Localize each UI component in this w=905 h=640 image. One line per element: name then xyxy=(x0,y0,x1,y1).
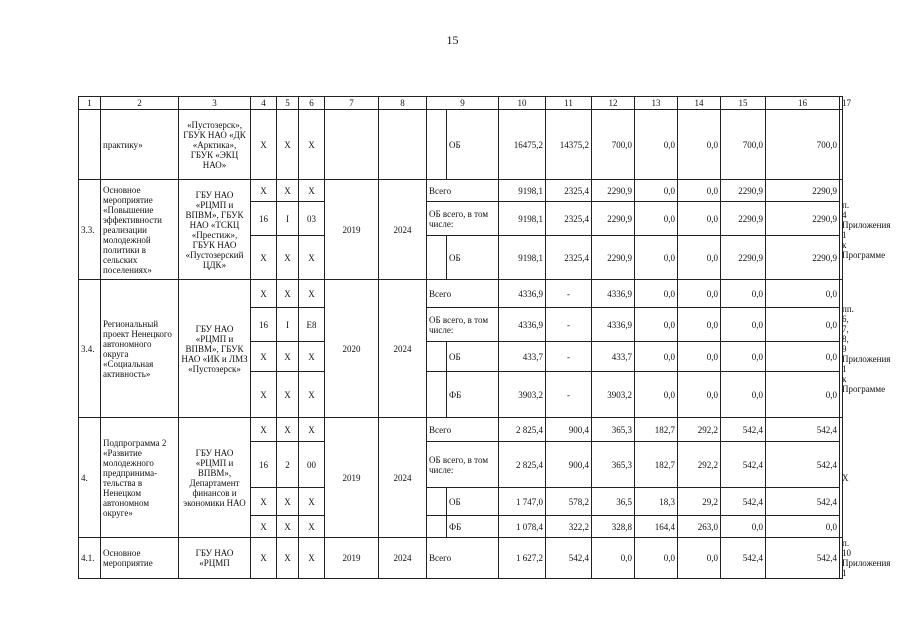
code-cell: 16 xyxy=(251,308,277,342)
amount-2022: 0,0 xyxy=(678,202,721,236)
header-cell: 1 xyxy=(79,97,101,110)
amount-2021: 182,7 xyxy=(635,442,678,488)
amount-total: 2 825,4 xyxy=(499,418,546,442)
code-cell: Х xyxy=(299,280,325,308)
code-cell: Х xyxy=(299,180,325,202)
page-number: 15 xyxy=(446,33,459,47)
amount-2022: 29,2 xyxy=(678,488,721,516)
header-cell: 3 xyxy=(179,97,251,110)
fund-source: ОБ всего, в том числе: xyxy=(427,442,499,488)
header-cell: 8 xyxy=(379,97,427,110)
executor: ГБУ НАО «РЦМП и ВПВМ», ГБУК НАО «ИК и ЛМЗ «Пустозерск» xyxy=(179,280,251,418)
amount-2023: 0,0 xyxy=(721,342,766,372)
amount-2020: 3903,2 xyxy=(592,372,635,418)
amount-2021: 0,0 xyxy=(635,308,678,342)
amount-2021: 18,3 xyxy=(635,488,678,516)
amount-2023: 0,0 xyxy=(721,280,766,308)
amount-2024: 2290,9 xyxy=(766,180,840,202)
header-cell: 16 xyxy=(766,97,840,110)
row-number: 4.1. xyxy=(79,538,101,579)
fund-source: ОБ xyxy=(447,236,499,280)
amount-2022: 0,0 xyxy=(678,342,721,372)
note-cell: Х xyxy=(840,418,843,538)
executor: ГБУ НАО «РЦМП xyxy=(179,538,251,579)
amount-total: 4336,9 xyxy=(499,308,546,342)
row-number: 3.3. xyxy=(79,180,101,280)
amount-2024: 0,0 xyxy=(766,280,840,308)
indent-cell xyxy=(427,342,447,372)
table-row xyxy=(79,280,843,308)
amount-total: 9198,1 xyxy=(499,180,546,202)
code-cell: Х xyxy=(251,372,277,418)
executor: ГБУ НАО «РЦМП и ВПВМ», Департамент финансов и экономики НАО xyxy=(179,418,251,538)
amount-total: 3903,2 xyxy=(499,372,546,418)
amount-total: 1 078,4 xyxy=(499,516,546,538)
code-cell: 16 xyxy=(251,442,277,488)
amount-2024: 542,4 xyxy=(766,442,840,488)
header-cell: 7 xyxy=(325,97,379,110)
code-cell: Х xyxy=(299,372,325,418)
code-cell: 03 xyxy=(299,202,325,236)
amount-2019: 900,4 xyxy=(546,418,592,442)
amount-2022: 263,0 xyxy=(678,516,721,538)
amount-2021: 182,7 xyxy=(635,418,678,442)
amount-2022: 0,0 xyxy=(678,308,721,342)
amount-2022: 292,2 xyxy=(678,418,721,442)
code-cell: Х xyxy=(299,418,325,442)
fund-source: ОБ xyxy=(447,488,499,516)
amount-2022: 0,0 xyxy=(678,280,721,308)
amount-2019: - xyxy=(546,372,592,418)
code-cell: Х xyxy=(251,236,277,280)
table-row xyxy=(79,180,843,202)
year-end: 2024 xyxy=(379,180,427,280)
note-cell: п. 10 Приложения 1 xyxy=(840,538,843,579)
header-cell: 2 xyxy=(101,97,179,110)
fund-source: ОБ xyxy=(447,110,499,180)
amount-2021: 0,0 xyxy=(635,342,678,372)
code-cell: Х xyxy=(299,342,325,372)
row-number: 3.4. xyxy=(79,280,101,418)
indent-cell xyxy=(427,236,447,280)
amount-2020: 36,5 xyxy=(592,488,635,516)
code-cell: Х xyxy=(277,418,299,442)
amount-2024: 700,0 xyxy=(766,110,840,180)
header-cell: 17 xyxy=(840,97,843,110)
header-cell: 11 xyxy=(546,97,592,110)
amount-2022: 0,0 xyxy=(678,372,721,418)
code-cell: Х xyxy=(251,110,277,180)
header-cell: 15 xyxy=(721,97,766,110)
table-row xyxy=(79,538,843,579)
code-cell: Х xyxy=(277,488,299,516)
code-cell: Х xyxy=(299,110,325,180)
note-cell: пп. 6, 7, 8, 9 Приложения 1 к Программе xyxy=(840,280,843,418)
header-cell: 12 xyxy=(592,97,635,110)
amount-2020: 328,8 xyxy=(592,516,635,538)
header-cell: 9 xyxy=(427,97,499,110)
code-cell: Х xyxy=(299,236,325,280)
year-start: 2019 xyxy=(325,418,379,538)
amount-2020: 2290,9 xyxy=(592,236,635,280)
amount-2022: 0,0 xyxy=(678,538,721,579)
amount-2023: 2290,9 xyxy=(721,236,766,280)
amount-total: 433,7 xyxy=(499,342,546,372)
activity-name: Основное мероприятие «Повышение эффективности реализации молодежной политики в сельских поселениях» xyxy=(101,180,179,280)
header-cell: 5 xyxy=(277,97,299,110)
amount-2020: 433,7 xyxy=(592,342,635,372)
code-cell: 2 xyxy=(277,442,299,488)
code-cell: Х xyxy=(251,538,277,579)
amount-2023: 542,4 xyxy=(721,442,766,488)
fund-source: ОБ всего, в том числе: xyxy=(427,308,499,342)
fund-source: ФБ xyxy=(447,516,499,538)
header-row xyxy=(79,97,843,110)
row-number: 4. xyxy=(79,418,101,538)
indent-cell xyxy=(427,516,447,538)
amount-2020: 2290,9 xyxy=(592,180,635,202)
code-cell: I xyxy=(277,202,299,236)
fund-source: Всего xyxy=(427,418,499,442)
amount-2024: 2290,9 xyxy=(766,236,840,280)
code-cell: Х xyxy=(251,180,277,202)
code-cell: 00 xyxy=(299,442,325,488)
amount-total: 1 627,2 xyxy=(499,538,546,579)
amount-total: 9198,1 xyxy=(499,202,546,236)
amount-2019: 900,4 xyxy=(546,442,592,488)
amount-2023: 542,4 xyxy=(721,488,766,516)
amount-2024: 0,0 xyxy=(766,308,840,342)
code-cell: Х xyxy=(251,280,277,308)
amount-2024: 0,0 xyxy=(766,372,840,418)
amount-2020: 365,3 xyxy=(592,442,635,488)
code-cell: Х xyxy=(277,280,299,308)
amount-2020: 700,0 xyxy=(592,110,635,180)
amount-2019: - xyxy=(546,280,592,308)
amount-2021: 0,0 xyxy=(635,280,678,308)
amount-2022: 0,0 xyxy=(678,236,721,280)
code-cell: Х xyxy=(277,372,299,418)
code-cell: Х xyxy=(299,516,325,538)
indent-cell xyxy=(427,110,447,180)
row-number xyxy=(79,110,101,180)
note-cell xyxy=(840,110,843,180)
amount-2020: 0,0 xyxy=(592,538,635,579)
amount-2020: 4336,9 xyxy=(592,280,635,308)
header-cell: 6 xyxy=(299,97,325,110)
table-row xyxy=(79,110,843,180)
code-cell: Х xyxy=(277,516,299,538)
amount-total: 16475,2 xyxy=(499,110,546,180)
header-cell: 10 xyxy=(499,97,546,110)
amount-2019: - xyxy=(546,308,592,342)
indent-cell xyxy=(427,488,447,516)
amount-2021: 0,0 xyxy=(635,538,678,579)
fund-source: Всего xyxy=(427,538,499,579)
amount-2023: 2290,9 xyxy=(721,202,766,236)
amount-2019: 14375,2 xyxy=(546,110,592,180)
year-end: 2024 xyxy=(379,280,427,418)
header-cell: 4 xyxy=(251,97,277,110)
amount-2019: 2325,4 xyxy=(546,202,592,236)
amount-total: 4336,9 xyxy=(499,280,546,308)
amount-2023: 0,0 xyxy=(721,516,766,538)
activity-name: Региональный проект Ненецкого автономного округа «Социальная активность» xyxy=(101,280,179,418)
fund-source: ОБ xyxy=(447,342,499,372)
amount-2019: - xyxy=(546,342,592,372)
amount-2021: 0,0 xyxy=(635,180,678,202)
year-start: 2019 xyxy=(325,180,379,280)
amount-2019: 542,4 xyxy=(546,538,592,579)
amount-2024: 542,4 xyxy=(766,538,840,579)
fund-source: ОБ всего, в том числе: xyxy=(427,202,499,236)
amount-2022: 292,2 xyxy=(678,442,721,488)
amount-2019: 322,2 xyxy=(546,516,592,538)
code-cell: Х xyxy=(277,236,299,280)
amount-2019: 578,2 xyxy=(546,488,592,516)
amount-2020: 365,3 xyxy=(592,418,635,442)
amount-2021: 164,4 xyxy=(635,516,678,538)
code-cell: Е8 xyxy=(299,308,325,342)
year-end xyxy=(379,110,427,180)
note-cell: п. 4 Приложения 1 к Программе xyxy=(840,180,843,280)
fund-source: Всего xyxy=(427,180,499,202)
header-cell: 14 xyxy=(678,97,721,110)
amount-2023: 542,4 xyxy=(721,418,766,442)
code-cell: Х xyxy=(277,180,299,202)
code-cell: Х xyxy=(277,110,299,180)
amount-total: 1 747,0 xyxy=(499,488,546,516)
year-end: 2024 xyxy=(379,538,427,579)
amount-2023: 0,0 xyxy=(721,372,766,418)
code-cell: Х xyxy=(277,538,299,579)
year-end: 2024 xyxy=(379,418,427,538)
activity-name: Подпрограмма 2 «Развитие молодежного предпринима-тельства в Ненецком автономном округе» xyxy=(101,418,179,538)
amount-2023: 542,4 xyxy=(721,538,766,579)
code-cell: Х xyxy=(251,488,277,516)
code-cell: 16 xyxy=(251,202,277,236)
activity-name: практику» xyxy=(101,110,179,180)
code-cell: Х xyxy=(299,488,325,516)
amount-2019: 2325,4 xyxy=(546,236,592,280)
activity-name: Основное мероприятие xyxy=(101,538,179,579)
code-cell: Х xyxy=(251,342,277,372)
amount-2019: 2325,4 xyxy=(546,180,592,202)
table-row xyxy=(79,418,843,442)
fund-source: Всего xyxy=(427,280,499,308)
amount-2021: 0,0 xyxy=(635,372,678,418)
code-cell: Х xyxy=(299,538,325,579)
executor: «Пустозерск», ГБУК НАО «ДК «Арктика», ГБУК «ЭКЦ НАО» xyxy=(179,110,251,180)
amount-2022: 0,0 xyxy=(678,180,721,202)
amount-2024: 542,4 xyxy=(766,418,840,442)
amount-total: 2 825,4 xyxy=(499,442,546,488)
code-cell: Х xyxy=(277,342,299,372)
amount-2022: 0,0 xyxy=(678,110,721,180)
amount-2023: 2290,9 xyxy=(721,180,766,202)
amount-total: 9198,1 xyxy=(499,236,546,280)
amount-2024: 542,4 xyxy=(766,488,840,516)
amount-2021: 0,0 xyxy=(635,236,678,280)
fund-source: ФБ xyxy=(447,372,499,418)
amount-2020: 4336,9 xyxy=(592,308,635,342)
amount-2023: 0,0 xyxy=(721,308,766,342)
amount-2023: 700,0 xyxy=(721,110,766,180)
year-start: 2020 xyxy=(325,280,379,418)
header-cell: 13 xyxy=(635,97,678,110)
amount-2024: 0,0 xyxy=(766,342,840,372)
budget-table xyxy=(78,96,891,579)
code-cell: Х xyxy=(251,418,277,442)
indent-cell xyxy=(427,372,447,418)
year-start xyxy=(325,110,379,180)
amount-2024: 2290,9 xyxy=(766,202,840,236)
executor: ГБУ НАО «РЦМП и ВПВМ», ГБУК НАО «ТСКЦ «Престиж», ГБУК НАО «Пустозерский ЦДК» xyxy=(179,180,251,280)
amount-2021: 0,0 xyxy=(635,202,678,236)
year-start: 2019 xyxy=(325,538,379,579)
code-cell: Х xyxy=(251,516,277,538)
amount-2020: 2290,9 xyxy=(592,202,635,236)
code-cell: I xyxy=(277,308,299,342)
amount-2021: 0,0 xyxy=(635,110,678,180)
amount-2024: 0,0 xyxy=(766,516,840,538)
